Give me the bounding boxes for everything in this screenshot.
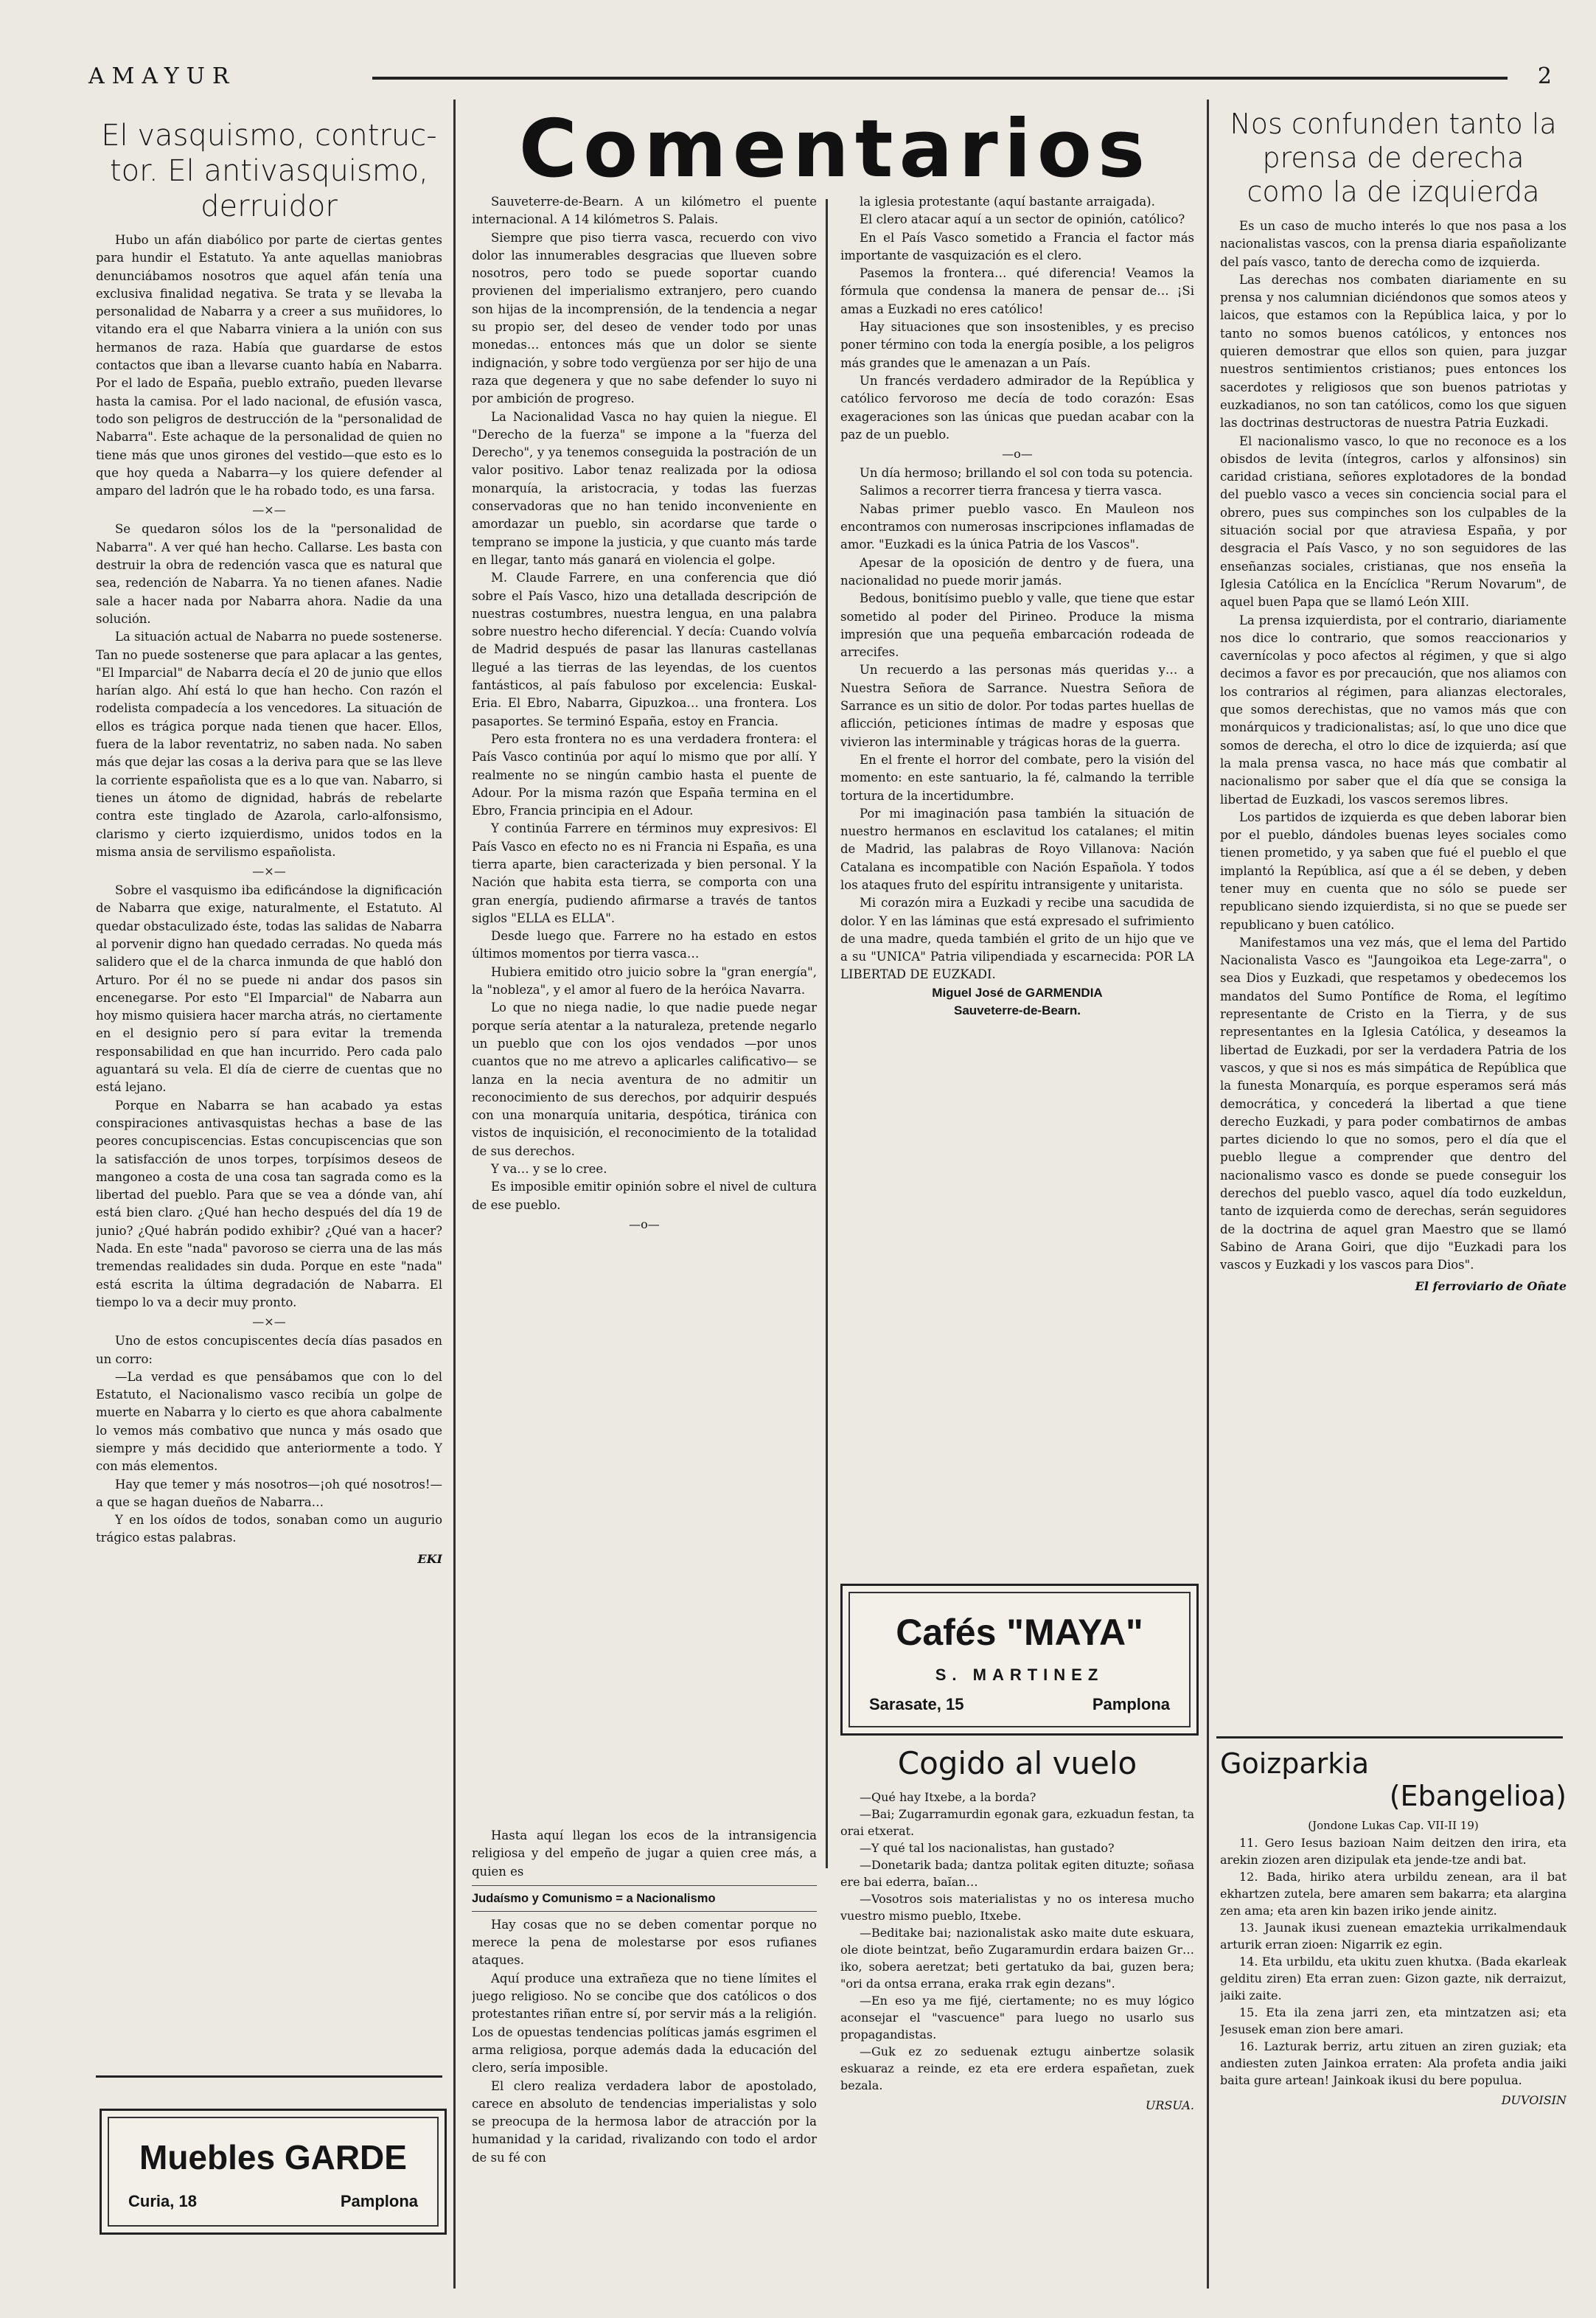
separator: —×— <box>252 1315 286 1329</box>
goizparkia-section <box>1220 1747 1567 2278</box>
paragraph: Un recuerdo a las personas más queridas y… a Nuestra Señora de Sarrance. Nuestra Señora de Sarrance es un sitio de dolor. Por todas partes huellas de aflicción, peticiones íntimas de madre y esposas que vivieron las interminable y trágicas horas de la guerra. <box>840 663 1194 749</box>
separator: —×— <box>252 864 286 879</box>
paragraph: Un día hermoso; brillando el sol con toda su potencia. <box>860 466 1193 481</box>
header-rule <box>372 77 1508 80</box>
verse: 11. Gero Iesus bazioan Naim deitzen den irira, eta arekin ziozen aren dizipulak eta jende-tze andi bat. <box>1220 1836 1567 1868</box>
ad-owner: S. MARTINEZ <box>935 1666 1104 1684</box>
verse: 15. Eta ila zena jarri zen, eta mintzatzen asi; eta Jesusek eman zion bere amari. <box>1220 2005 1567 2037</box>
ad-address: Curia, 18 <box>128 2192 197 2210</box>
separator: —×— <box>252 503 286 518</box>
comentarios-column-b <box>840 193 1194 1535</box>
section-body <box>840 1789 1194 2114</box>
paragraph: La prensa izquierdista, por el contrario, diariamente nos dice lo contrario, que somos reaccionarios y cavernícolas y poco afectos al régimen, y que si algo decimos a favor es por precaución, que nos aliamos con los contrarios al régimen, para alianzas electorales, que somos derechistas, que no vamos más que con monárquicos y tradicionalistas; así, lo que uno dice que somos de derecha, el otro lo dice de izquierda; así que la mala prensa vasca, no hace más que combatir al nacionalismo por saber que el día que se consiga la libertad de Euzkadi, los vascos seremos libres. <box>1220 613 1567 807</box>
paragraph: Sauveterre-de-Bearn. A un kilómetro el puente internacional. A 14 kilómetros S. Palais. <box>472 195 817 227</box>
paper-name: AMAYUR <box>88 63 237 89</box>
paragraph: —Beditake bai; nazionalistak asko maite dute eskuara, ole diote beintzat, beño Zugaramurdin erdara baizen Gr…iko, sobera aeretzat; beti gertatuko da bai, guzen bera; "ori da ontsa errana, eraka rrak egin dezans". <box>840 1926 1194 1991</box>
article-title: El vasquismo, contructor. El antivasquismo, derruidor <box>101 119 437 223</box>
signature-place: Sauveterre-de-Bearn. <box>954 1003 1081 1017</box>
section-subhead: Judaísmo y Comunismo = a Nacionalismo <box>472 1891 716 1905</box>
ad-city: Pamplona <box>340 2192 418 2210</box>
separator: —o— <box>1002 447 1033 462</box>
signature: EKI <box>417 1551 442 1566</box>
column-rule <box>453 100 456 2289</box>
column-rule <box>826 199 828 1868</box>
verse: 14. Eta urbildu, eta ukitu zuen khutxa. (Bada ekarleak gelditu ziren) Eta erran zuen: Gizon gazte, nik derraizut, jaiki zaite. <box>1220 1955 1567 2003</box>
paragraph: Los partidos de izquierda es que deben laborar bien por el pueblo, dándoles buenas leyes sociales como tienen prometido, y ya saben que fué el pueblo el que implantó la República, así que a él se deben, y deben tener muy en cuenta que no sólo se puede ser republicano siendo izquierdista, si no que se puede ser republicano y buen católico. <box>1220 810 1567 932</box>
divider <box>472 1885 817 1886</box>
paragraph: El nacionalismo vasco, lo que no reconoce es a los obisdos de levita (íntegros, carlos y alfonsinos) sin caridad cristiana, señores explotadores de la bondad del pueblo vasco a veces sin conciencia social para el obrero, pues sus compinches son los culpables de la situación social por que atraviesa España, y por desgracia el País Vasco, y no son seguidores de las enseñanzas sociales, cristianas, que nos enseña la Iglesia Católica en la Encíclica "Rerum Novarum", de aquel buen Papa que se llamó León XIII. <box>1220 434 1567 610</box>
paragraph: Hay cosas que no se deben comentar porque no merece la pena de molestarse por esos rufianes ataques. <box>472 1917 817 1968</box>
paragraph: La Nacionalidad Vasca no hay quien la niegue. El "Derecho de la fuerza" se impone a la "fuerza del Derecho", y ya tenemos conseguida la postración de un valor positivo. Labor tenaz realizada por la odiosa monarquía, la aristocracia, y todas las fuerzas conservadoras que no han tenido inconveniente en amordazar un pueblo, sin acordarse que tarde o temprano se impone la justicia, y que cuanto más tarde en llegar, tanto más ganará en violencia el golpe. <box>472 409 817 567</box>
page-header <box>88 63 1552 93</box>
page-number: 2 <box>1537 63 1552 89</box>
paragraph: Se quedaron sólos los de la "personalidad de Nabarra". A ver qué han hecho. Callarse. Les basta con destruir la obra de redención vasca que es natural que sea, redención de Nabarra. Ya no tienen afanes. Nadie sale a hacer nada por Nabarra ahora. Nadie da una solución. <box>96 522 442 626</box>
paragraph: Hasta aquí llegan los ecos de la intransigencia religiosa y del empeño de jugar a quien cree más, a quien es <box>472 1828 817 1879</box>
paragraph: —Qué hay Itxebe, a la borda? <box>860 1790 1036 1804</box>
paragraph: Por mi imaginación pasa también la situación de nuestro hermanos en esclavitud los catalanes; el mitin de Madrid, las palabras de Royo Villanova: Nación Catalana es incompatible con Nación Española. Y todos los ataques fruto del espíritu intransigente y unitarista. <box>840 806 1194 892</box>
article-body <box>1220 217 1567 1295</box>
paragraph: La situación actual de Nabarra no puede sostenerse. Tan no puede sostenerse que para aplacar a las gentes, "El Imparcial" de Nabarra decía el 20 de junio que ellos harían algo. Ahí está lo que han hecho. Con razón el rodelista compadecía a los vencedores. La situación de ellos es trágica porque nada tienen que hacer. Ellos, fuera de la labor reventatriz, no saben nada. No saben más que dejar las cosas a la deriva para que se las lleve la corriente españolista que es a lo que van. Nabarro, si tienes un átomo de dignidad, habrás de rebelarte contra este tinglado de Azarola, carlo-alfonsismo, clarismo y cierto izquierdismo, unidos todos en la misma ansia de servilismo españolista. <box>96 630 442 859</box>
paragraph: El clero realiza verdadera labor de apostolado, carece en absoluto de tendencias imperialistas y solo se preocupa de la hermosa labor de atracción por la humanidad y la caridad, rivalizando con todo el ardor de su fé con <box>472 2078 817 2165</box>
verse: 12. Bada, hiriko atera urbildu zenean, ara il bat ekhartzen zutela, bere amaren sem bakarra; eta alargina zen ama; eta aren kin bazen iriko jende ainitz. <box>1220 1870 1567 1918</box>
paragraph: Uno de estos concupiscentes decía días pasados en un corro: <box>96 1334 442 1366</box>
paragraph: Apesar de la oposición de dentro y de fuera, una nacionalidad no puede morir jamás. <box>840 555 1194 588</box>
paragraph: —En eso ya me fijé, ciertamente; no es muy lógico aconsejar el "vascuence" para luego no usarlo sus propagandistas. <box>840 1994 1194 2042</box>
cogido-al-vuelo <box>840 1744 1194 2260</box>
paragraph: —Bai; Zugarramurdin egonak gara, ezkuadun festan, ta orai etxerat. <box>840 1807 1194 1838</box>
article-confunden <box>1220 107 1567 1729</box>
signature: DUVOISIN <box>1501 2093 1567 2108</box>
verse: 16. Lazturak berriz, artu zituen an ziren guziak; eta andiesten zuten Jainkoa erraten: Ala profeta andia jaiki baita gure artean! Jainkoak ikusi du bere populua. <box>1220 2039 1567 2088</box>
paragraph: —La verdad es que pensábamos que con lo del Estatuto, el Nacionalismo vasco recibía un golpe de muerte en Nabarra y lo cierto es que ahora cabalmente lo vemos más combativo que nunca y más osado que siempre y más decidido que anteriormente a todo. Y con más elementos. <box>96 1369 442 1474</box>
paragraph: —Vosotros sois materialistas y no os interesa mucho vuestro mismo pueblo, Itxebe. <box>840 1892 1194 1923</box>
paragraph: Hay que temer y más nosotros—¡oh qué nosotros!—a que se hagan dueños de Nabarra… <box>96 1477 442 1509</box>
column-rule <box>1207 100 1209 2289</box>
divider <box>1216 1736 1563 1739</box>
section-subtitle: (Ebangelioa) <box>1389 1780 1567 1812</box>
ad-city: Pamplona <box>1092 1695 1170 1713</box>
paragraph: Desde luego que. Farrere no ha estado en estos últimos momentos por tierra vasca… <box>472 929 817 961</box>
section-reference: (Jondone Lukas Cap. VII-II 19) <box>1308 1819 1479 1832</box>
divider <box>96 2075 442 2078</box>
signature: URSUA. <box>1145 2098 1194 2112</box>
section-body <box>1220 1834 1567 2109</box>
ad-muebles-garde <box>100 2109 447 2235</box>
ad-cafes-maya <box>840 1584 1199 1736</box>
paragraph: Un francés verdadero admirador de la República y católico fervoroso me decía de todo corazón: Esas exageraciones son las únicas que puedan acabar con la paz de un pueblo. <box>840 373 1194 442</box>
paragraph: Hubo un afán diabólico por parte de ciertas gentes para hundir el Estatuto. Ya ante aquellas maniobras denunciábamos nosotros que aquel afán tenía una exclusiva finalidad negativa. Se trata y se llevaba la personalidad de Nabarra y a creer a sus muñidores, lo vitando era el que Nabarra viniera a la unión con sus hermanos de raza. Había que guardarse de estos contactos que iban a llevarse cuanto había en Nabarra. Por el lado de España, pueblo extraño, pueden llevarse hasta la camisa. Por el lado nacional, de efusión vasca, todo son peligros de destrucción de la "personalidad de Nabarra". Este achaque de la personalidad de quien no tiene más que unos girones del vestido—que esto es lo que hoy queda a Nabarra—y los quiere defender al amparo del ladrón que le ha robado todo, es una farsa. <box>96 233 442 498</box>
paragraph: Es un caso de mucho interés lo que nos pasa a los nacionalistas vascos, con la prensa diaria españolizante del país vasco, tanto de derecha como de izquierda. <box>1220 219 1567 269</box>
paragraph: Aquí produce una extrañeza que no tiene límites el juego religioso. No se concibe que dos católicos o dos protestantes riñan entre sí, por servir más a la religión. Los de opuestas tendencias políticas jamás esgrimen el arma religiosa, porque además dada la educación del clero, sería imposible. <box>472 1971 817 2075</box>
article-vasquismo <box>96 118 442 2064</box>
paragraph: Nabas primer pueblo vasco. En Mauleon nos encontramos con numerosas inscripciones inflamadas de amor. "Euzkadi es la única Patria de los Vascos". <box>840 501 1194 552</box>
paragraph: Y continúa Farrere en términos muy expresivos: El País Vasco en efecto no es ni Francia ni España, es una tierra aparte, bien caracterizada y bien personal. Y la Nación que habita esta tierra, se comporta con una gran energía, pudiendo afirmarse a través de tantos siglos "ELLA es ELLA". <box>472 821 817 925</box>
paragraph: Siempre que piso tierra vasca, recuerdo con vivo dolor las innumerables desgracias que llueven sobre nosotros, pero todo se puede soportar cuando provienen del imperialismo extranjero, pero cuando son hijas de la incomprensión, de la tendencia a negar su propio ser, del deseo de vender todo por unas monedas… entonces más que un dolor se siente indignación, y sobre todo vergüenza por ser hijo de una raza que degenera y que no sabe defender lo suyo ni por ambición de progreso. <box>472 230 817 406</box>
paragraph: Las derechas nos combaten diariamente en su prensa y nos calumnian diciéndonos que somos ateos y laicos, que estamos con la República laica, y por lo tanto no somos buenos católicos, y entonces nos quieren demostrar que ellos son quien, para juzgar nuestros sentimientos cristianos; pues entonces los sacerdotes y religiosos que son buenos patriotas y euzkadianos, no son tan católicos, como los que siguen las doctrinas destructoras de nuestra Patria Euzkadi. <box>1220 272 1567 431</box>
article-title: Nos confunden tanto la prensa de derecha como la de izquierda <box>1230 108 1557 208</box>
divider <box>472 1911 817 1912</box>
paragraph: En el País Vasco sometido a Francia el factor más importante de vasquización es el clero. <box>840 230 1194 262</box>
paragraph: Y va… y se lo cree. <box>491 1162 607 1177</box>
paragraph: Hubiera emitido otro juicio sobre la "gran energía", la "nobleza", y el amor al fuero de la heróica Navarra. <box>472 964 817 998</box>
paragraph: Salimos a recorrer tierra francesa y tierra vasca. <box>860 484 1163 498</box>
paragraph: Manifestamos una vez más, que el lema del Partido Nacionalista Vasco es "Jaungoikoa eta Lege-zarra", o sea Dios y Euzkadi, que respetamos y obedecemos los mandatos del Sumo Pontífice de Roma, el legítimo representante de Cristo en la Tierra, y de sus representantes en la Iglesia Católica, y deseamos la libertad de Euzkadi, por ser la verdadera Patria de los vascos, y que si nos es más simpática de República que la funesta Monarquía, es porque esperamos será más democrática, y concederá la libertad a que tiene derecho Euzkadi, y para poder combatirnos de ambas partes diciendo lo que no somos, pero el día que el pueblo llegue a comprender que dentro del nacionalismo vasco es donde se puede conseguir los derechos del pueblo vasco, aquel día todo euzkeldun, tanto de izquierda como de derechas, serán seguidores de la doctrina de aquel gran Maestro que se llamó Sabino de Arana Goiri, que dijo "Euzkadi para los vascos y Euzkadi y los vascos para Dios". <box>1220 935 1567 1273</box>
section-title: Goizparkia <box>1220 1747 1370 1780</box>
paragraph: Pero esta frontera no es una verdadera frontera: el País Vasco continúa por aquí lo mismo que por allí. Y realmente no se ningún cambio hasta el puente de Adour. Por la misma razón que España termina en el Ebro, Francia principia en el Adour. <box>472 731 817 818</box>
paragraph: —Y qué tal los nacionalistas, han gustado? <box>860 1841 1115 1855</box>
judaismo-section <box>472 1827 817 2269</box>
signature: El ferroviario de Oñate <box>1415 1278 1567 1293</box>
verse: 13. Jaunak ikusi zuenean emaztekia urrikalmendauk arturik erran zioen: Nigarrik ez egin. <box>1220 1921 1567 1952</box>
comentarios-column-a <box>472 193 817 1815</box>
comentarios-title: Comentarios <box>518 103 1151 195</box>
paragraph: M. Claude Farrere, en una conferencia que dió sobre el País Vasco, hizo una detallada descripción de nuestras costumbres, nuestra lengua, en una palabra sobre nuestro hecho diferencial. Y decía: Cuando volvía de Madrid después de pasar las llanuras castellanas llegué a las tierras de las leyendas, de los cuentos fantásticos, al país fabuloso por excelencia: Euskal-Eria. El Ebro, Nabarra, Gipuzkoa… una frontera. Los pasaportes. Se terminó España, estoy en Francia. <box>472 571 817 728</box>
paragraph: la iglesia protestante (aquí bastante arraigada). <box>860 195 1155 209</box>
ad-address: Sarasate, 15 <box>869 1695 964 1713</box>
paragraph: En el frente el horror del combate, pero la visión del momento: en este santuario, la fé, calmando la terrible tortura de la incertidumbre. <box>840 752 1194 803</box>
paragraph: Lo que no niega nadie, lo que nadie puede negar porque sería atentar a la naturaleza, pretende negarlo un pueblo que con los ojos vendados —por unos cuantos que no me atrevo a aplicarles calificativo— se lanza en la necia aventura de no admitir un reconocimiento de sus derechos, por adquirir después con una monarquía unitaria, despótica, tiránica con vistos de inquisición, el reconocimiento de la totalidad de sus derechos. <box>472 1000 817 1158</box>
paragraph: Y en los oídos de todos, sonaban como un augurio trágico estas palabras. <box>96 1513 442 1545</box>
paragraph: Sobre el vasquismo iba edificándose la dignificación de Nabarra que exige, naturalmente, el Estatuto. Al quedar obstaculizado éste, todas las salidas de Nabarra al porvenir digno han quedado cerradas. No queda más salidero que el de la charca inmunda de que habló don Arturo. Por él no se puede ni andar dos pasos sin encenegarse. Por esto "El Imparcial" de Nabarra aun hoy mismo quisiera hacer marcha atrás, no ciertamente en el designio pero sí para evitar la tremenda responsabilidad en que han incurrido. Pero cada palo aguantará su vela. El día de cierre de cuentas que no está lejano. <box>96 883 442 1095</box>
ad-brand: Muebles GARDE <box>139 2138 407 2176</box>
paragraph: Mi corazón mira a Euzkadi y recibe una sacudida de dolor. Y en las láminas que está expresado el sufrimiento de una madre, queda también el grito de un hijo que ve a su "UNICA" Patria vilipendiada y escarnecida: POR LA LIBERTAD DE EUZKADI. <box>840 896 1194 982</box>
signature-name: Miguel José de GARMENDIA <box>932 985 1103 1000</box>
paragraph: Pasemos la frontera… qué diferencia! Veamos la fórmula que condensa la manera de pensar de… ¡Si amas a Euzkadi no eres católico! <box>840 266 1194 316</box>
section-title: Cogido al vuelo <box>897 1745 1137 1781</box>
separator: —o— <box>629 1217 660 1231</box>
paragraph: Bedous, bonitísimo pueblo y valle, que tiene que estar sometido al poder del Pirineo. Produce la misma impresión que una pequeña embarcación rodeada de arrecifes. <box>840 591 1194 660</box>
article-body <box>96 232 442 1568</box>
paragraph: —Guk ez zo seduenak eztugu ainbertze solasik eskuaraz a reinde, ez eta ere erdera españetan, zuek bezala. <box>840 2044 1194 2092</box>
paragraph: Porque en Nabarra se han acabado ya estas conspiraciones antivasquistas hechas a base de las peores concupiscencias. Estas concupiscencias que son la satisfacción de unos torpes, torpísimos deseos de mangoneo a costa de una cosa tan sagrada como es la libertad del pueblo. Para que se vea a dónde van, ahí está bien claro. ¿Qué han hecho después del día 19 de junio? ¿Qué habrán podido exhibir? ¿Qué van a hacer? Nada. En este "nada" pavoroso se cierra una de las más tremendas realidades sin duda. Porque en este "nada" está escrita la última degradación de Nabarra. El tiempo lo va a decir muy pronto. <box>96 1098 442 1309</box>
ad-brand: Cafés "MAYA" <box>896 1612 1143 1653</box>
paragraph: —Donetarik bada; dantza politak egiten dituzte; soñasa ere bai ederra, baĭan… <box>840 1858 1194 1889</box>
paragraph: Es imposible emitir opinión sobre el nivel de cultura de ese pueblo. <box>472 1180 817 1212</box>
paragraph: El clero atacar aquí a un sector de opinión, católico? <box>860 212 1185 227</box>
paragraph: Hay situaciones que son insostenibles, y es preciso poner término con toda la energía posible, a los peligros más grandes que le amenazan a un País. <box>840 320 1194 370</box>
